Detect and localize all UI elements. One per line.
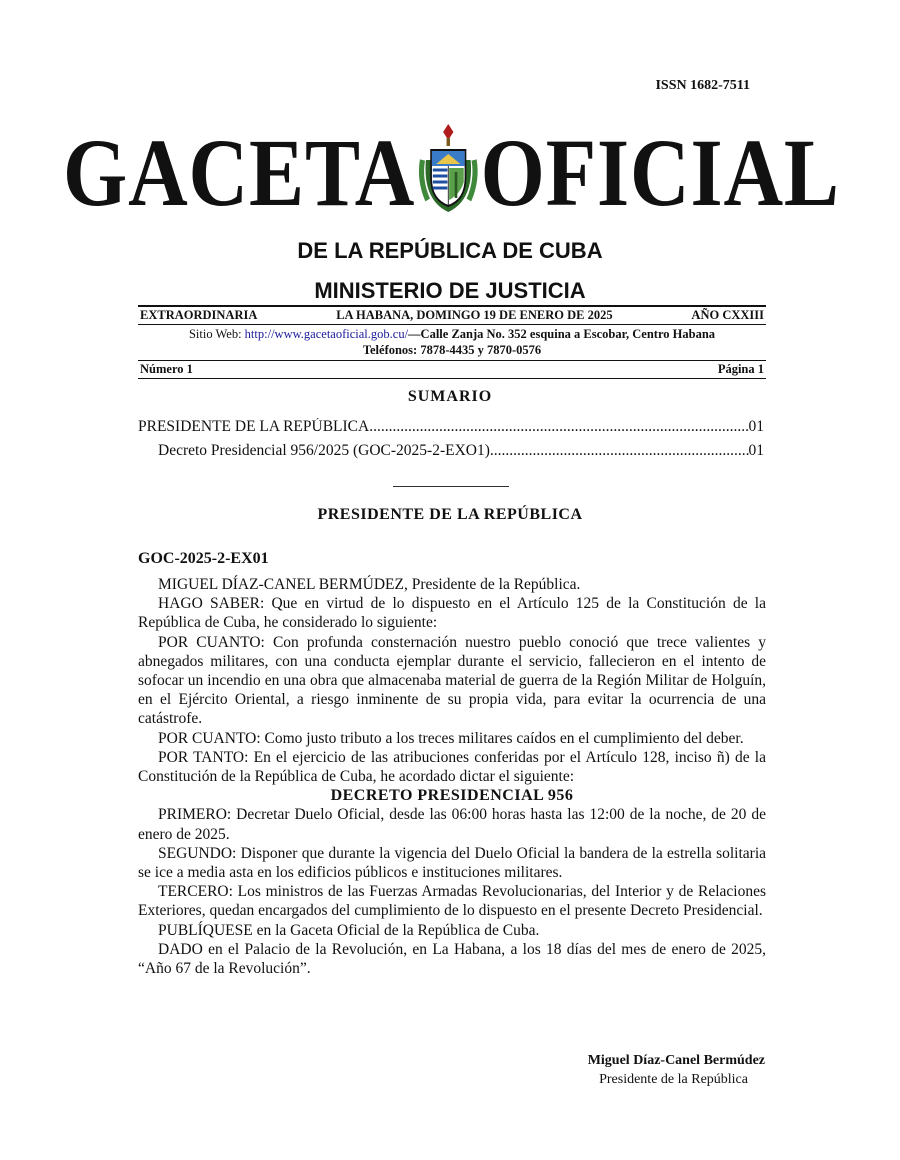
paragraph-primero: PRIMERO: Decretar Duelo Oficial, desde las 06:00 horas hasta las 12:00 de la noche, de 20 de enero de 2025. [138, 806, 766, 843]
site-row [140, 327, 764, 342]
paragraph-segundo: SEGUNDO: Disponer que durante la vigencia del Duelo Oficial la bandera de la estrella solitaria se ice a media asta en los edificios públicos e instituciones militares. [138, 844, 766, 882]
signature-name: Miguel Díaz-Canel Bermúdez [587, 1053, 765, 1068]
paragraph-dado: DADO en el Palacio de la Revolución, en La Habana, a los 18 días del mes de enero de 2025, “Año 67 de la Revolución”. [138, 940, 766, 978]
sumario-entry[interactable] [138, 418, 764, 436]
decree-body [138, 575, 766, 978]
site-url-link[interactable]: http://www.gacetaoficial.gob.cu/ [244, 327, 409, 341]
decree-title: DECRETO PRESIDENCIAL 956 [330, 787, 574, 805]
sumario-entry-label: PRESIDENTE DE LA REPÚBLICA [138, 418, 370, 435]
signature-title: Presidente de la República [599, 1072, 748, 1087]
issn-label: ISSN 1682-7511 [655, 78, 750, 93]
site-address: —Calle Zanja No. 352 esquina a Escobar, Centro Habana [408, 327, 716, 341]
paragraph-intro: MIGUEL DÍAZ-CANEL BERMÚDEZ, Presidente de la República. [158, 576, 581, 593]
page-number: Página 1 [717, 362, 764, 376]
rule-top [138, 305, 766, 307]
number-row [140, 362, 764, 377]
dot-leader [490, 442, 749, 460]
masthead-word-oficial: OFICIAL [480, 119, 840, 226]
paragraph-hago-saber: HAGO SABER: Que en virtud de lo dispuesto en el Artículo 125 de la Constitución de la República de Cuba, he considerado lo siguiente: [138, 595, 766, 632]
masthead-word-gaceta: GACETA [63, 119, 416, 226]
paragraph-publiquese: PUBLÍQUESE en la Gaceta Oficial de la República de Cuba. [158, 921, 540, 939]
sumario-entry-label: Decreto Presidencial 956/2025 (GOC-2025-2-EXO1) [158, 442, 490, 459]
section-title: PRESIDENTE DE LA REPÚBLICA [317, 506, 583, 523]
issue-number: Número 1 [140, 362, 193, 376]
sumario-entry[interactable] [158, 442, 764, 460]
masthead-title [63, 118, 840, 228]
sumario-entry-page: 01 [748, 442, 764, 459]
paragraph-por-cuanto-1: POR CUANTO: Con profunda consternación nuestro pueblo conoció que trece valientes y abnegados militares, con una conducta ejemplar durante el servicio, fallecieron en el intento de sofocar un incendio en una obra que almacenaba material de guerra de la Región Militar de Holguín, en el Ejército Oriental, a riesgo inminente de su propia vida, para evitar la ocurrencia de una catástrofe. [138, 633, 766, 728]
edition-place-date: LA HABANA, DOMINGO 19 DE ENERO DE 2025 [336, 308, 613, 322]
masthead-subtitle: DE LA REPÚBLICA DE CUBA [297, 238, 603, 263]
sumario-title: SUMARIO [407, 388, 493, 405]
rule-mid [138, 324, 766, 325]
edition-row [140, 308, 764, 323]
edition-year: AÑO CXXIII [691, 308, 764, 322]
document-code: GOC-2025-2-EX01 [138, 550, 269, 567]
rule-lower [138, 360, 766, 361]
sumario-entry-page: 01 [748, 418, 764, 435]
site-label: Sitio Web: [188, 327, 242, 341]
section-separator [393, 486, 509, 487]
cuban-coat-of-arms-icon [415, 120, 480, 216]
phone-row: Teléfonos: 7878-4435 y 7870-0576 [362, 343, 542, 357]
dot-leader [369, 418, 748, 436]
rule-bottom [138, 378, 766, 379]
paragraph-por-cuanto-2: POR CUANTO: Como justo tributo a los treces militares caídos en el cumplimiento del deber. [158, 729, 744, 747]
edition-type: EXTRAORDINARIA [140, 308, 258, 322]
paragraph-tercero: TERCERO: Los ministros de las Fuerzas Armadas Revolucionarias, del Interior y de Relaciones Exteriores, quedan encargados del cumplimiento de lo dispuesto en el presente Decreto Presidencial. [138, 883, 766, 920]
paragraph-por-tanto: POR TANTO: En el ejercicio de las atribuciones conferidas por el Artículo 128, inciso ñ) de la Constitución de la República de Cuba, he acordado dictar el siguiente: [138, 748, 766, 786]
ministry-title: MINISTERIO DE JUSTICIA [314, 278, 586, 303]
